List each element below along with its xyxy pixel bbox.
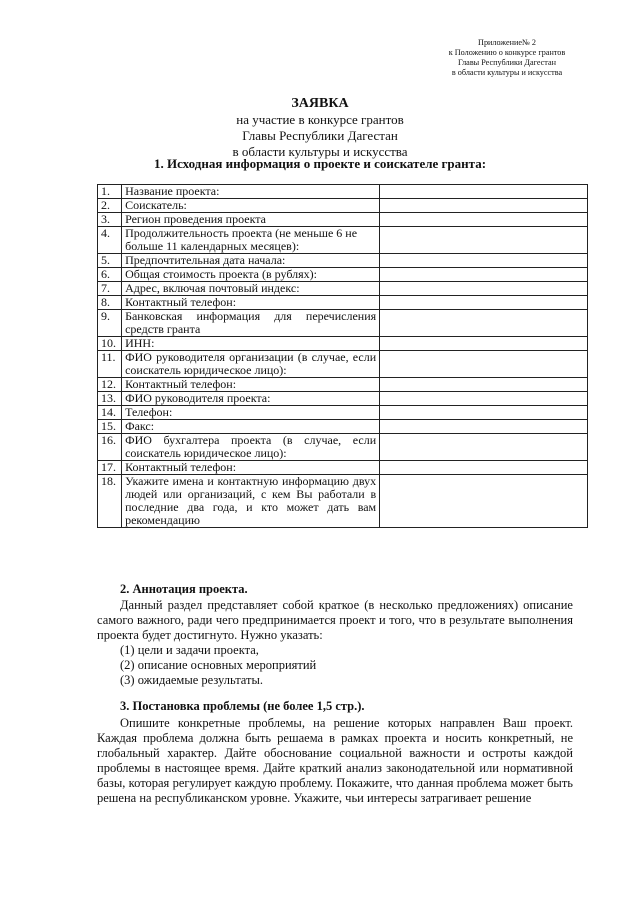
appendix-line: Приложение№ 2 — [478, 38, 536, 47]
row-label: ИНН: — [122, 337, 380, 351]
appendix-line: Главы Республики Дагестан — [457, 58, 556, 67]
answer-cell[interactable] — [380, 461, 588, 475]
list-item: (2) описание основных мероприятий — [120, 658, 317, 672]
row-label: Предпочтительная дата начала: — [122, 254, 380, 268]
document-title: ЗАЯВКА — [291, 96, 349, 111]
answer-cell[interactable] — [380, 268, 588, 282]
row-number: 16. — [98, 434, 122, 461]
answer-cell[interactable] — [380, 296, 588, 310]
form-row — [98, 392, 588, 406]
form-row — [98, 337, 588, 351]
answer-cell[interactable] — [380, 213, 588, 227]
row-label: Регион проведения проекта — [122, 213, 380, 227]
row-number: 2. — [98, 199, 122, 213]
row-number: 5. — [98, 254, 122, 268]
row-label: Общая стоимость проекта (в рублях): — [122, 268, 380, 282]
application-form-table — [97, 184, 588, 528]
row-label: Факс: — [122, 420, 380, 434]
form-row — [98, 475, 588, 528]
form-row — [98, 434, 588, 461]
form-row — [98, 199, 588, 213]
form-row — [98, 254, 588, 268]
row-number: 6. — [98, 268, 122, 282]
list-item: (1) цели и задачи проекта, — [120, 643, 259, 657]
row-number: 3. — [98, 213, 122, 227]
answer-cell[interactable] — [380, 378, 588, 392]
form-row — [98, 378, 588, 392]
answer-cell[interactable] — [380, 185, 588, 199]
section2 — [120, 582, 572, 597]
form-row — [98, 282, 588, 296]
answer-cell[interactable] — [380, 420, 588, 434]
row-label: Соискатель: — [122, 199, 380, 213]
form-row — [98, 310, 588, 337]
row-label: Адрес, включая почтовый индекс: — [122, 282, 380, 296]
answer-cell[interactable] — [380, 392, 588, 406]
row-label: Название проекта: — [122, 185, 380, 199]
answer-cell[interactable] — [380, 434, 588, 461]
row-label: Контактный телефон: — [122, 461, 380, 475]
row-number: 4. — [98, 227, 122, 254]
section2-list — [120, 643, 520, 688]
row-number: 15. — [98, 420, 122, 434]
section2-text: Данный раздел представляет собой краткое (в несколько предложениях) описание самого важного, ради чего предпринимается проект и того, что в результате выполнения проекта будет достигнуто. Нужно указать: — [97, 598, 573, 642]
row-label: Контактный телефон: — [122, 378, 380, 392]
row-number: 18. — [98, 475, 122, 528]
form-row — [98, 296, 588, 310]
answer-cell[interactable] — [380, 282, 588, 296]
appendix-line: к Положению о конкурсе грантов — [448, 48, 566, 57]
form-row — [98, 420, 588, 434]
answer-cell[interactable] — [380, 310, 588, 337]
document-subtitle — [0, 112, 640, 160]
answer-cell[interactable] — [380, 227, 588, 254]
row-label: Банковская информация для перечисления средств гранта — [122, 310, 380, 337]
section3-title: 3. Постановка проблемы (не более 1,5 стр.). — [120, 699, 365, 713]
row-number: 14. — [98, 406, 122, 420]
section2-title: 2. Аннотация проекта. — [120, 582, 248, 596]
subtitle-line: на участие в конкурсе грантов — [236, 112, 404, 127]
row-label: Контактный телефон: — [122, 296, 380, 310]
row-number: 12. — [98, 378, 122, 392]
row-label: ФИО руководителя проекта: — [122, 392, 380, 406]
subtitle-line: Главы Республики Дагестан — [242, 128, 398, 143]
section1-title: 1. Исходная информация о проекте и соискателе гранта: — [153, 156, 487, 171]
row-label: ФИО бухгалтера проекта (в случае, если соискатель юридическое лицо): — [122, 434, 380, 461]
row-number: 17. — [98, 461, 122, 475]
appendix-header — [440, 38, 574, 78]
form-row — [98, 461, 588, 475]
appendix-line: в области культуры и искусства — [451, 68, 563, 77]
form-row — [98, 351, 588, 378]
form-row — [98, 185, 588, 199]
answer-cell[interactable] — [380, 351, 588, 378]
form-row — [98, 227, 588, 254]
row-number: 9. — [98, 310, 122, 337]
form-row — [98, 213, 588, 227]
row-label: ФИО руководителя организации (в случае, если соискатель юридическое лицо): — [122, 351, 380, 378]
row-label: Продолжительность проекта (не меньше 6 не больше 11 календарных месяцев): — [122, 227, 380, 254]
answer-cell[interactable] — [380, 199, 588, 213]
answer-cell[interactable] — [380, 406, 588, 420]
row-number: 1. — [98, 185, 122, 199]
row-number: 10. — [98, 337, 122, 351]
form-row — [98, 406, 588, 420]
answer-cell[interactable] — [380, 475, 588, 528]
list-item: (3) ожидаемые результаты. — [120, 673, 264, 687]
answer-cell[interactable] — [380, 337, 588, 351]
section3-text: Опишите конкретные проблемы, на решение которых направлен Ваш проект. Каждая проблема должна быть решаема в рамках проекта и носить конкретный, не глобальный характер. Дайте обоснование социальной важности и остроты каждой проблемы в настоящее время. Дайте краткий анализ законодательной или нормативной базы, которая регулирует каждую проблему. Покажите, что данная проблема может быть решена на республиканском уровне. Укажите, чьи интересы затрагивает решение — [97, 716, 573, 805]
row-number: 11. — [98, 351, 122, 378]
form-row — [98, 268, 588, 282]
row-number: 7. — [98, 282, 122, 296]
row-number: 8. — [98, 296, 122, 310]
answer-cell[interactable] — [380, 254, 588, 268]
row-number: 13. — [98, 392, 122, 406]
subtitle-line: в области культуры и искусства — [232, 144, 408, 159]
row-label: Укажите имена и контактную информацию двух людей или организаций, с кем Вы работали в последние два года, и кто может дать вам рекомендацию — [122, 475, 380, 528]
row-label: Телефон: — [122, 406, 380, 420]
